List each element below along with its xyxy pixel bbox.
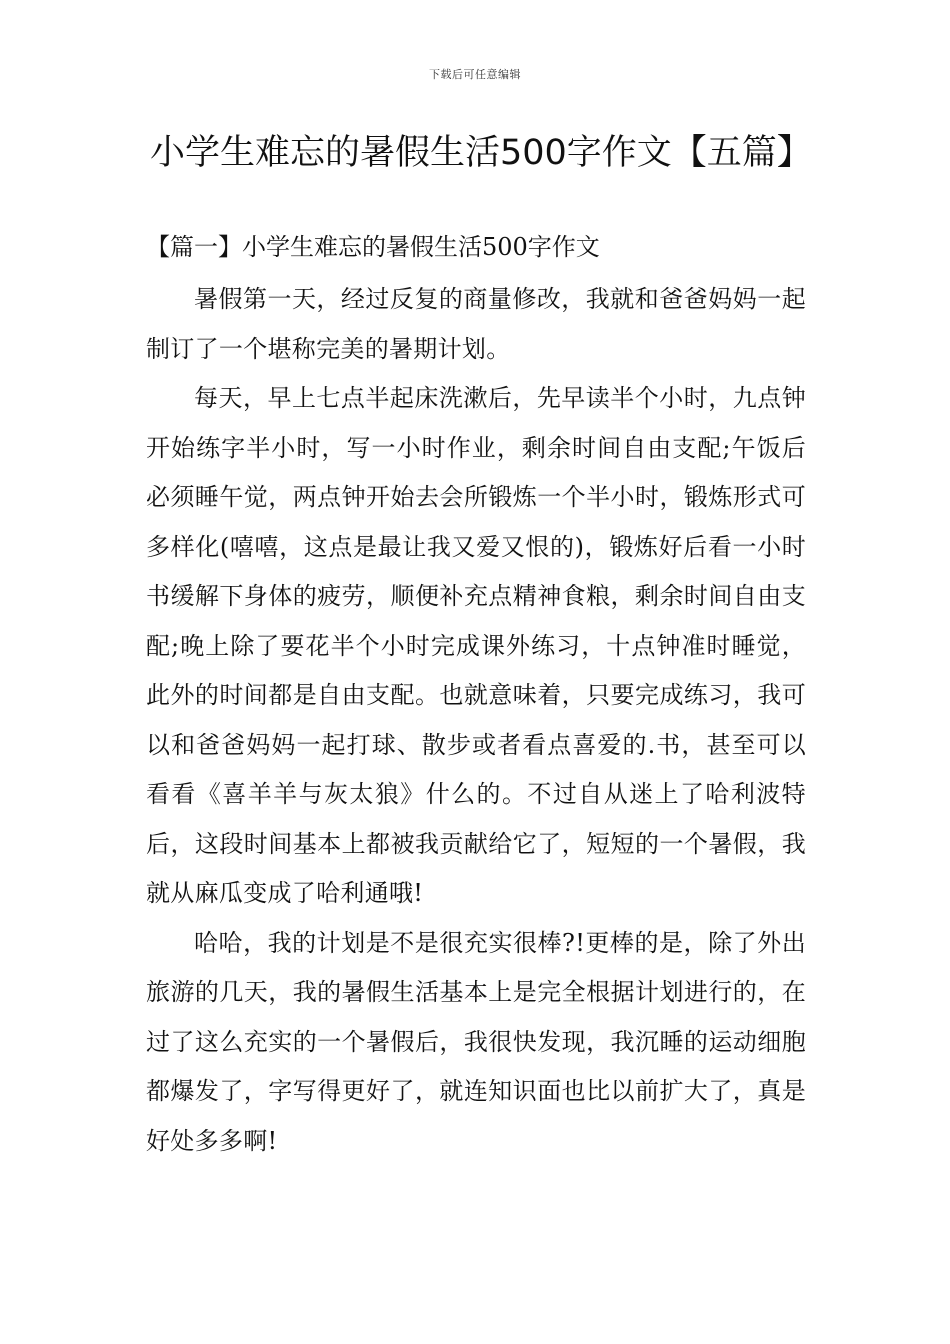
header-note: 下载后可任意编辑 bbox=[429, 68, 521, 81]
paragraph: 哈哈，我的计划是不是很充实很棒?!更棒的是，除了外出旅游的几天，我的暑假生活基本上是完全根据计划进行的，在过了这么充实的一个暑假后，我很快发现，我沉睡的运动细胞都爆发了，字写得更好了，就连知识面也比以前扩大了，真是好处多多啊! bbox=[146, 928, 806, 1155]
article-body bbox=[146, 275, 806, 1166]
paragraph: 每天，早上七点半起床洗漱后，先早读半个小时，九点钟开始练字半小时，写一小时作业，剩余时间自由支配;午饭后必须睡午觉，两点钟开始去会所锻炼一个半小时，锻炼形式可多样化(嘻嘻，这点是最让我又爱又恨的)，锻炼好后看一小时书缓解下身体的疲劳，顺便补充点精神食粮，剩余时间自由支配;晚上除了要花半个小时完成课外练习，十点钟准时睡觉，此外的时间都是自由支配。也就意味着，只要完成练习，我可以和爸爸妈妈一起打球、散步或者看点喜爱的.书，甚至可以看看《喜羊羊与灰太狼》什么的。不过自从迷上了哈利波特后，这段时间基本上都被我贡献给它了，短短的一个暑假，我就从麻瓜变成了哈利通哦! bbox=[146, 384, 806, 907]
document-title: 小学生难忘的暑假生活500字作文【五篇】 bbox=[150, 133, 812, 173]
paragraph: 暑假第一天，经过反复的商量修改，我就和爸爸妈妈一起制订了一个堪称完美的暑期计划。 bbox=[146, 285, 806, 363]
section-heading: 【篇一】小学生难忘的暑假生活500字作文 bbox=[146, 233, 600, 261]
